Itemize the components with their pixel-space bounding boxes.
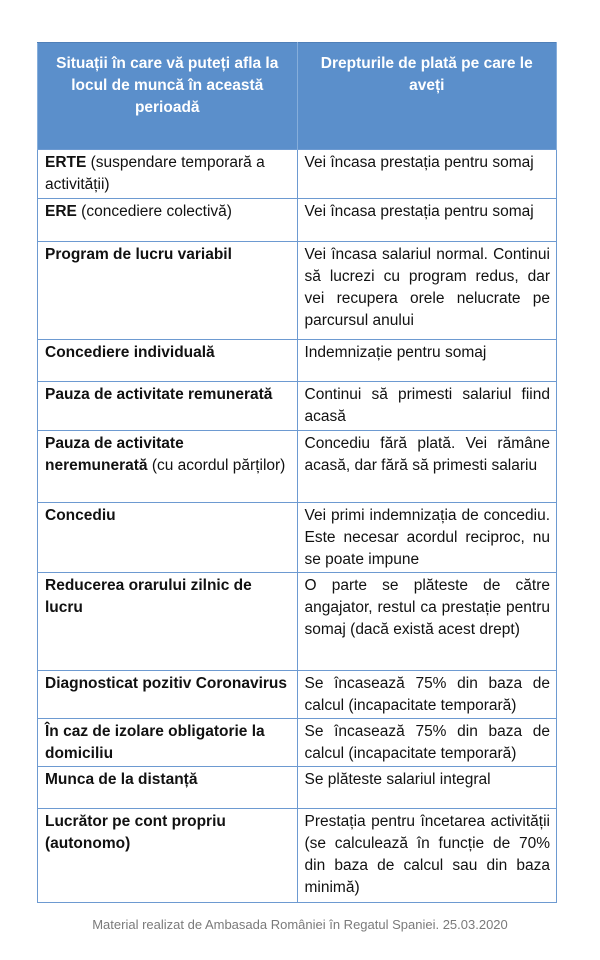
table-row xyxy=(38,382,557,431)
situation-detail: (suspendare temporară a activității) xyxy=(45,154,265,193)
rights-cell: Continui să primesti salariul fiind acasă xyxy=(297,382,557,431)
rights-table xyxy=(37,42,557,903)
table-row xyxy=(38,809,557,903)
header-row xyxy=(38,43,557,150)
situation-cell xyxy=(38,199,298,242)
rights-cell: Vei încasa prestația pentru somaj xyxy=(297,199,557,242)
situation-title: Munca de la distanță xyxy=(45,771,198,788)
rights-cell: O parte se plăteste de către angajator, restul ca prestație pentru somaj (dacă există acest drept) xyxy=(297,573,557,671)
table-body xyxy=(38,150,557,903)
footer-credit: Material realizat de Ambasada României în Regatul Spaniei. 25.03.2020 xyxy=(92,917,508,932)
rights-cell: Indemnizație pentru somaj xyxy=(297,340,557,382)
rights-cell: Se încasează 75% din baza de calcul (incapacitate temporară) xyxy=(297,719,557,767)
table-row xyxy=(38,719,557,767)
table-row xyxy=(38,671,557,719)
situation-cell xyxy=(38,719,298,767)
situation-title: Program de lucru variabil xyxy=(45,246,232,263)
rights-cell: Vei primi indemnizația de concediu. Este necesar acordul reciproc, nu se poate impune xyxy=(297,503,557,573)
situation-title: În caz de izolare obligatorie la domiciliu xyxy=(45,723,265,762)
situation-title: Diagnosticat pozitiv Coronavirus xyxy=(45,675,288,692)
table-row xyxy=(38,573,557,671)
situation-title: ERE xyxy=(45,203,77,220)
rights-cell: Vei încasa salariul normal. Continui să lucrezi cu program redus, dar vei recupera orele nelucrate pe parcursul anului xyxy=(297,242,557,340)
table-row xyxy=(38,242,557,340)
situation-cell xyxy=(38,573,298,671)
situation-detail: (cu acordul părților) xyxy=(147,457,286,474)
table-row xyxy=(38,767,557,809)
rights-cell: Se plăteste salariul integral xyxy=(297,767,557,809)
situation-cell xyxy=(38,242,298,340)
situation-cell xyxy=(38,431,298,503)
table-row xyxy=(38,199,557,242)
rights-cell: Concediu fără plată. Vei rămâne acasă, dar fără să primesti salariu xyxy=(297,431,557,503)
table-row xyxy=(38,150,557,199)
rights-cell: Se încasează 75% din baza de calcul (incapacitate temporară) xyxy=(297,671,557,719)
situation-cell xyxy=(38,150,298,199)
situation-cell xyxy=(38,809,298,903)
situation-title: ERTE xyxy=(45,154,87,171)
situation-title: Concediu xyxy=(45,507,116,524)
table-row xyxy=(38,503,557,573)
table-row xyxy=(38,431,557,503)
situation-title: Lucrător pe cont propriu (autonomo) xyxy=(45,813,226,852)
situation-cell xyxy=(38,767,298,809)
situation-cell xyxy=(38,382,298,431)
situation-cell xyxy=(38,671,298,719)
header-rights: Drepturile de plată pe care le aveți xyxy=(297,43,557,150)
rights-cell: Prestația pentru încetarea activității (se calculează în funcție de 70% din baza de calcul sau din baza minimă) xyxy=(297,809,557,903)
rights-cell: Vei încasa prestația pentru somaj xyxy=(297,150,557,199)
situation-title: Pauza de activitate neremunerată xyxy=(45,435,184,474)
header-situations: Situații în care vă puteți afla la locul de muncă în această perioadă xyxy=(38,43,298,150)
situation-title: Pauza de activitate remunerată xyxy=(45,386,273,403)
situation-cell xyxy=(38,340,298,382)
table-row xyxy=(38,340,557,382)
situation-cell xyxy=(38,503,298,573)
situation-title: Concediere individuală xyxy=(45,344,215,361)
situation-title: Reducerea orarului zilnic de lucru xyxy=(45,577,252,616)
situation-detail: (concediere colectivă) xyxy=(76,203,232,220)
